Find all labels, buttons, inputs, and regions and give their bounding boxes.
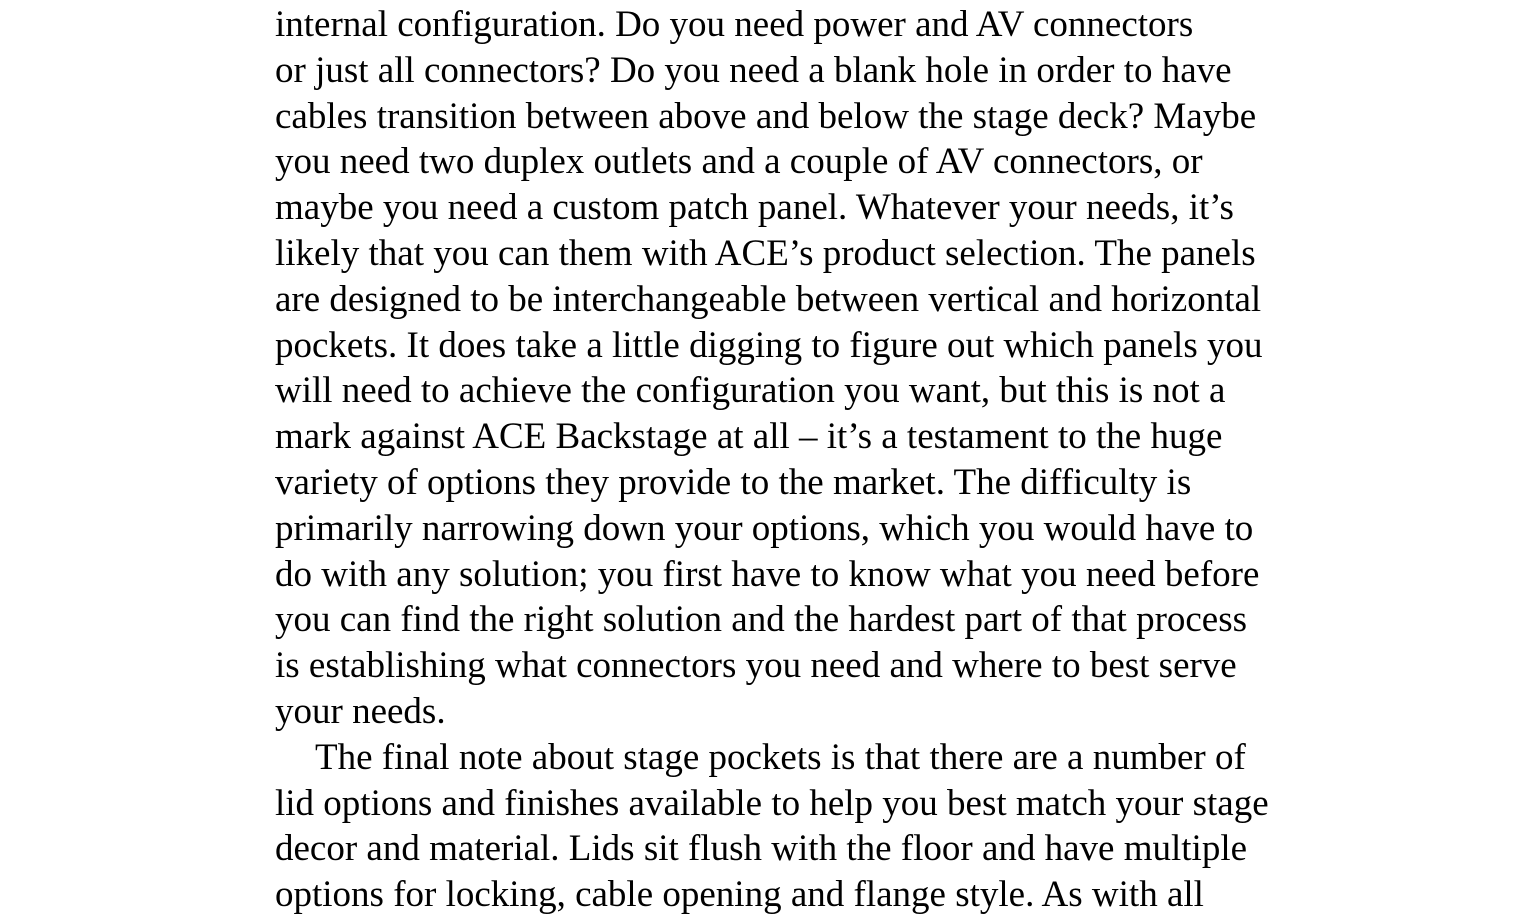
- text-line: decor and material. Lids sit flush with the floor and have multiple: [275, 828, 1248, 870]
- text-line: pockets. It does take a little digging to figure out which panels you: [275, 324, 1263, 366]
- body-text-block: [275, 2, 1355, 918]
- text-line: mark against ACE Backstage at all – it’s a testament to the huge: [275, 416, 1223, 458]
- text-line: will need to achieve the configuration you want, but this is not a: [275, 370, 1226, 412]
- text-line: or just all connectors? Do you need a blank hole in order to have: [275, 49, 1232, 91]
- text-line: is establishing what connectors you need and where to best serve: [275, 645, 1237, 687]
- text-line: you need two duplex outlets and a couple of AV connectors, or: [275, 141, 1203, 183]
- text-line-paragraph-start: The final note about stage pockets is that there are a number of: [315, 736, 1246, 778]
- text-line: maybe you need a custom patch panel. Whatever your needs, it’s: [275, 187, 1234, 229]
- text-line: do with any solution; you first have to know what you need before: [275, 553, 1260, 595]
- text-line: variety of options they provide to the market. The difficulty is: [275, 461, 1192, 503]
- text-line: cables transition between above and below the stage deck? Maybe: [275, 95, 1257, 137]
- text-line: likely that you can them with ACE’s product selection. The panels: [275, 232, 1256, 274]
- text-line: are designed to be interchangeable between vertical and horizontal: [275, 278, 1262, 320]
- text-line: your needs.: [275, 690, 446, 732]
- text-line: you can find the right solution and the hardest part of that process: [275, 599, 1248, 641]
- text-line: primarily narrowing down your options, which you would have to: [275, 507, 1254, 549]
- text-line: internal configuration. Do you need power and AV connectors: [275, 4, 1194, 45]
- text-line: options for locking, cable opening and flange style. As with all: [275, 874, 1204, 916]
- text-line: lid options and finishes available to help you best match your stage: [275, 782, 1269, 824]
